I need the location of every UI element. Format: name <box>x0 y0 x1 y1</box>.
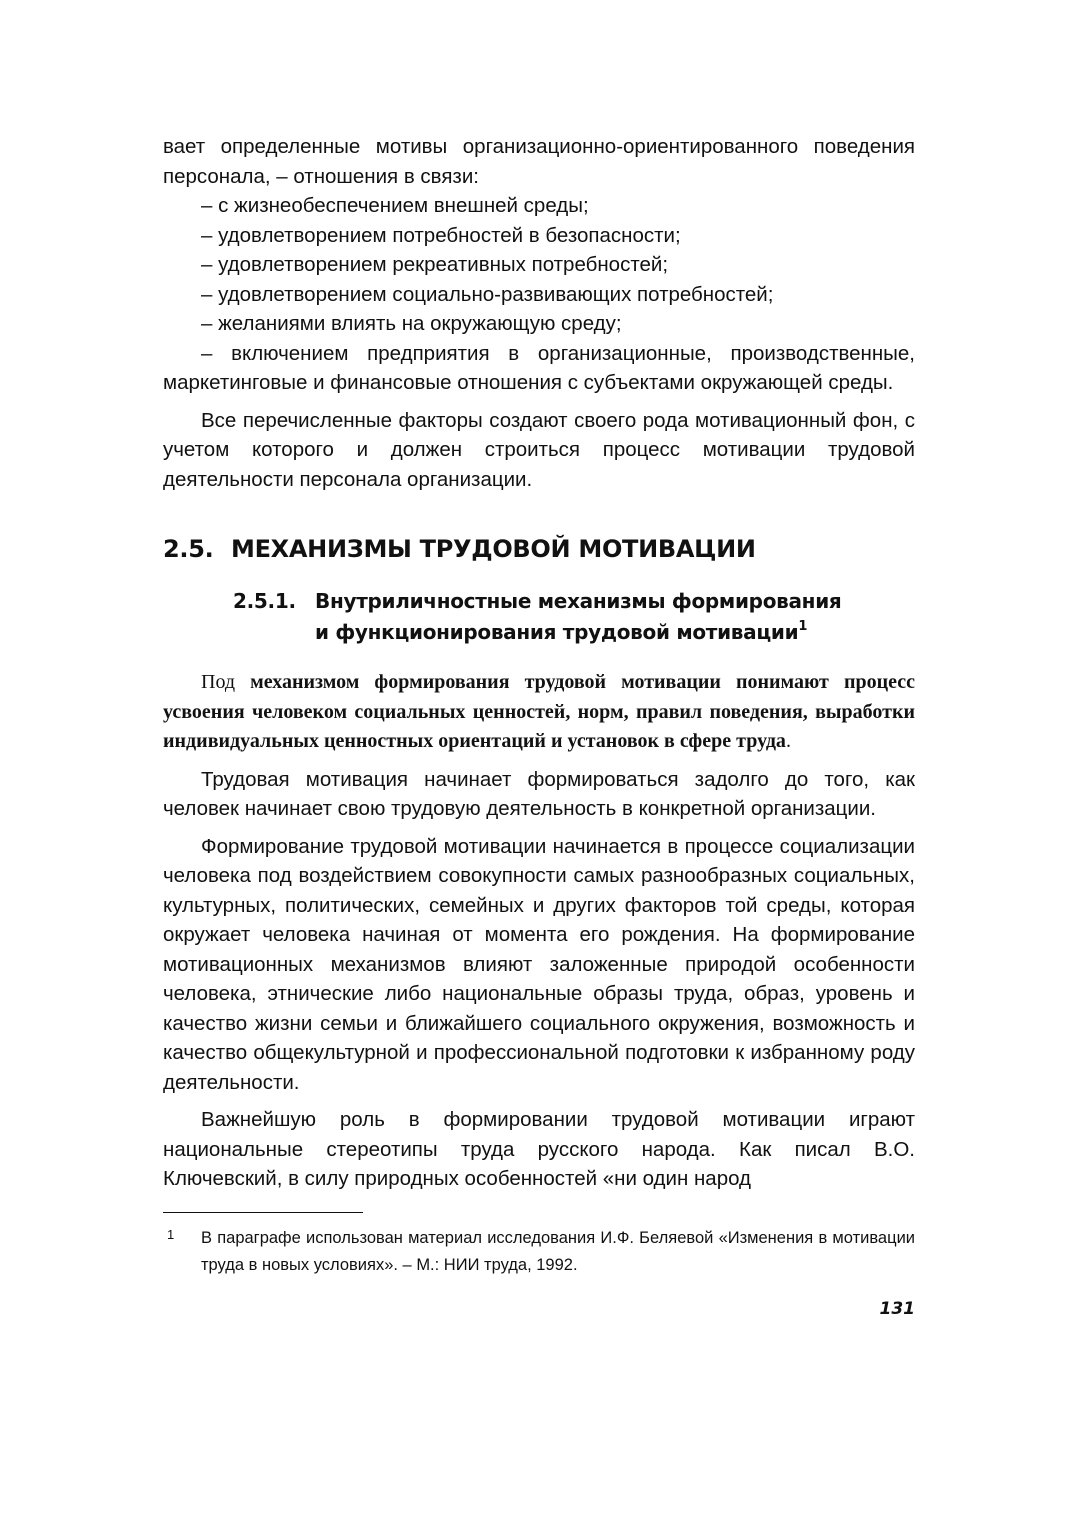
list-item: – удовлетворением рекреативных потребностей; <box>201 253 669 276</box>
subsection-heading <box>233 586 915 648</box>
list-item: – удовлетворением потребностей в безопасности; <box>201 223 681 247</box>
footnote-text: В параграфе использован материал исследования И.Ф. Беляевой «Изменения в мотивации труда в новых условиях». – М.: НИИ труда, 1992. <box>201 1228 915 1274</box>
page-body <box>163 132 915 1279</box>
footnote-reference[interactable]: 1 <box>798 619 808 634</box>
list-item: – с жизнеобеспечением внешней среды; <box>201 194 589 217</box>
page-number: 131 <box>879 1299 915 1319</box>
footnote-divider <box>163 1212 363 1213</box>
body-paragraph: Трудовая мотивация начинает формироваться задолго до того, как человек начинает свою трудовую деятельность в конкретной организации. <box>163 767 915 820</box>
subsection-title-line1: Внутриличностные механизмы формирования <box>315 589 842 613</box>
section-number: 2.5. <box>163 535 214 563</box>
definition-lead: Под <box>201 671 251 693</box>
subsection-title-line2: и функционирования трудовой мотивации <box>315 620 799 644</box>
body-paragraph: Формирование трудовой мотивации начинается в процессе социализации человека под воздействием совокупности самых разнообразных социальных, культурных, политических, семейных и других факторов той среды, которая окружает человека начиная от момента его рождения. На формирование мотивационных механизмов влияют заложенные природой особенности человека, этнические либо национальные образы труда, образ, уровень и качество жизни семьи и ближайшего социального окружения, возможность и качество общекультурной и профессиональной подготовки к избранному роду деятельности. <box>163 834 915 1094</box>
intro-text: вает определенные мотивы организационно-ориентированного поведения персонала, – отношения в связи: <box>163 135 915 188</box>
list-item: – включением предприятия в организационные, производственные, маркетинговые и финансовые отношения с субъектами окружающей среды. <box>163 341 915 394</box>
definition-bold: механизмом формирования трудовой мотивации понимают процесс усвоения человеком социальных ценностей, норм, правил поведения, выработки индивидуальных ценностных ориентаций и установок в сфере труда <box>163 671 915 752</box>
subsection-number: 2.5.1. <box>233 589 296 613</box>
summary-paragraph: Все перечисленные факторы создают своего рода мотивационный фон, с учетом которого и должен строиться процесс мотивации трудовой деятельности персонала организации. <box>163 408 915 491</box>
definition-tail: . <box>785 730 791 752</box>
body-paragraph: Важнейшую роль в формировании трудовой мотивации играют национальные стереотипы труда русского народа. Как писал В.О. Ключевский, в силу природных особенностей «ни один народ <box>163 1108 915 1190</box>
list-item: – желаниями влиять на окружающую среду; <box>201 312 622 335</box>
footnote-mark: 1 <box>167 1226 175 1242</box>
section-title: МЕХАНИЗМЫ ТРУДОВОЙ МОТИВАЦИИ <box>231 535 756 563</box>
list-item: – удовлетворением социально-развивающих потребностей; <box>201 282 774 306</box>
section-heading <box>163 534 915 564</box>
definition-paragraph <box>163 668 915 757</box>
footnote <box>163 1225 915 1279</box>
